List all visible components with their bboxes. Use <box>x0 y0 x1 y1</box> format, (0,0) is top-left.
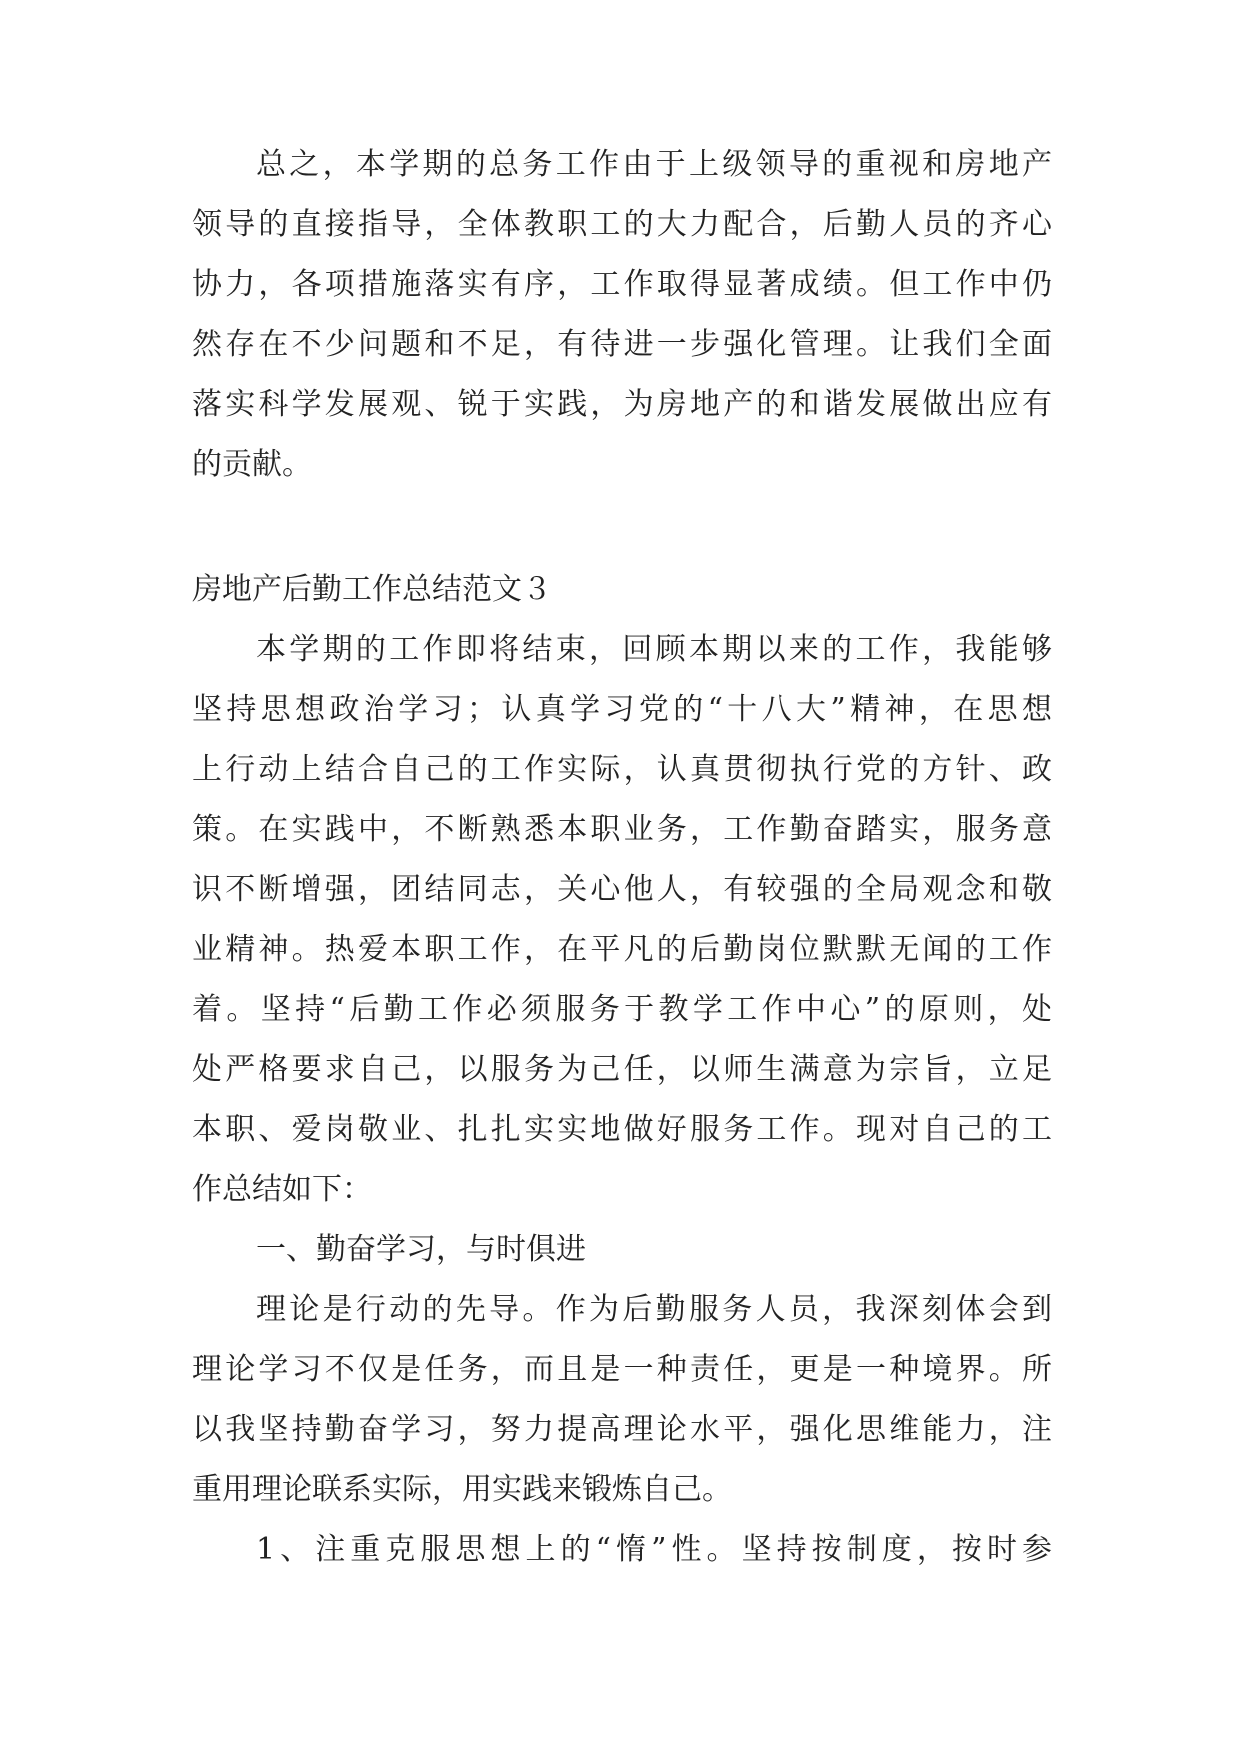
paragraph-2-line-2: 坚持思想政治学习；认真学习党的“十八大”精神，在思想 <box>192 692 1052 727</box>
paragraph-1-line-3: 协力，各项措施落实有序，工作取得显著成绩。但工作中仍 <box>192 267 1052 302</box>
paragraph-2-line-4: 策。在实践中，不断熟悉本职业务，工作勤奋踏实，服务意 <box>192 812 1052 847</box>
paragraph-1-line-4: 然存在不少问题和不足，有待进一步强化管理。让我们全面 <box>192 327 1052 362</box>
paragraph-2-line-10: 作总结如下： <box>192 1172 372 1207</box>
paragraph-1-line-6: 的贡献。 <box>192 447 312 482</box>
paragraph-2-line-9: 本职、爱岗敬业、扎扎实实地做好服务工作。现对自己的工 <box>192 1112 1052 1147</box>
paragraph-2-line-8: 处严格要求自己，以服务为己任，以师生满意为宗旨，立足 <box>192 1052 1052 1087</box>
paragraph-3-line-3: 以我坚持勤奋学习，努力提高理论水平，强化思维能力，注 <box>192 1412 1052 1447</box>
heading-1: 一、勤奋学习，与时俱进 <box>256 1232 586 1267</box>
section-title: 房地产后勤工作总结范文３ <box>192 572 552 607</box>
paragraph-1-line-2: 领导的直接指导，全体教职工的大力配合，后勤人员的齐心 <box>192 207 1052 242</box>
paragraph-1-line-1: 总之，本学期的总务工作由于上级领导的重视和房地产 <box>256 147 1052 182</box>
paragraph-2-line-6: 业精神。热爱本职工作，在平凡的后勤岗位默默无闻的工作 <box>192 932 1052 967</box>
paragraph-3-line-1: 理论是行动的先导。作为后勤服务人员，我深刻体会到 <box>256 1292 1052 1327</box>
paragraph-3-line-4: 重用理论联系实际，用实践来锻炼自己。 <box>192 1472 732 1507</box>
paragraph-1-line-5: 落实科学发展观、锐于实践，为房地产的和谐发展做出应有 <box>192 387 1052 422</box>
paragraph-2-line-7: 着。坚持“后勤工作必须服务于教学工作中心”的原则，处 <box>192 992 1052 1027</box>
paragraph-4-line-1: 1、注重克服思想上的“惰”性。坚持按制度，按时参 <box>256 1532 1052 1567</box>
paragraph-2-line-1: 本学期的工作即将结束，回顾本期以来的工作，我能够 <box>256 632 1052 667</box>
paragraph-2-line-3: 上行动上结合自己的工作实际，认真贯彻执行党的方针、政 <box>192 752 1052 787</box>
paragraph-3-line-2: 理论学习不仅是任务，而且是一种责任，更是一种境界。所 <box>192 1352 1052 1387</box>
paragraph-2-line-5: 识不断增强，团结同志，关心他人，有较强的全局观念和敬 <box>192 872 1052 907</box>
